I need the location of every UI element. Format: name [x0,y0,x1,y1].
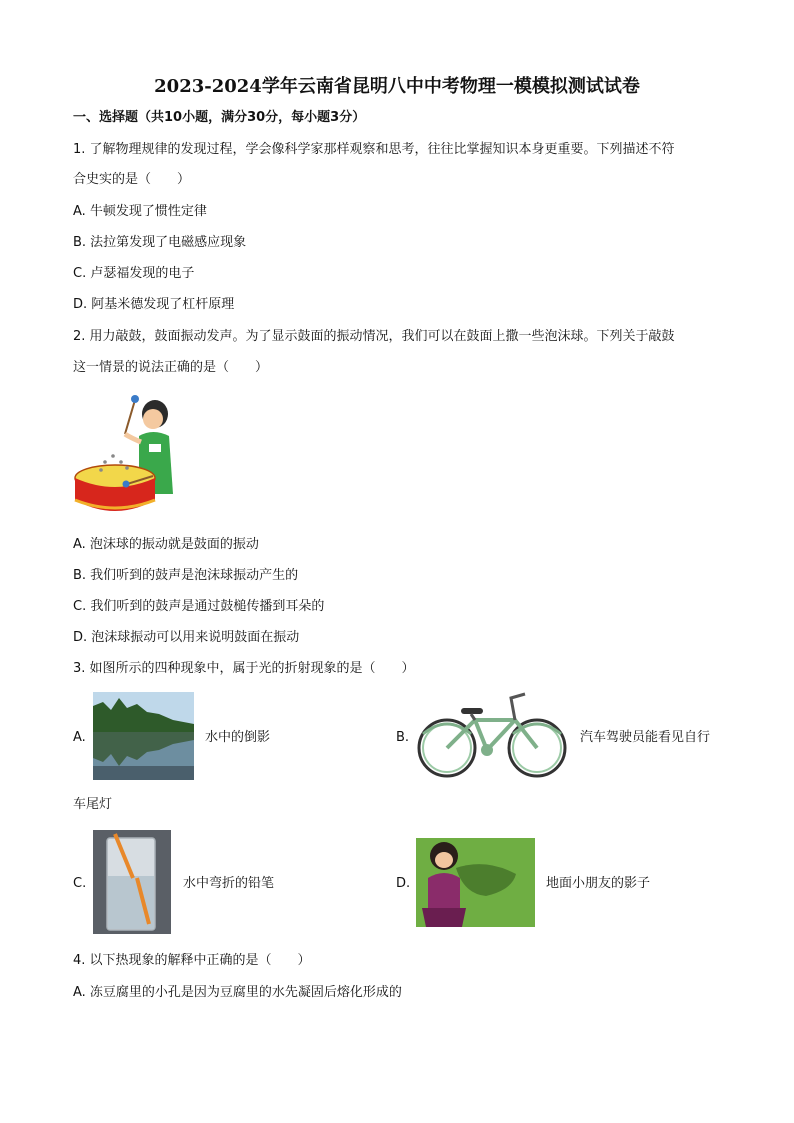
q1-stem-line1: 1. 了解物理规律的发现过程，学会像科学家那样观察和思考，往往比掌握知识本身更重要。下列描述不符 [73,142,675,157]
q2-option-a: A. 泡沫球的振动就是鼓面的振动 [73,537,259,552]
child-shadow-photo [416,838,535,927]
q3-option-d-text: 地面小朋友的影子 [546,876,651,891]
q3-option-c-label: C. [73,876,87,891]
q2-option-b: B. 我们听到的鼓声是泡沫球振动产生的 [73,568,299,583]
q3-stem: 3. 如图所示的四种现象中，属于光的折射现象的是（ ） [73,661,415,676]
q2-option-d: D. 泡沫球振动可以用来说明鼓面在振动 [73,630,300,645]
q1-stem-line2: 合史实的是（ ） [73,172,191,187]
q3-option-a-label: A. [73,730,86,745]
drum-boy-illustration [73,392,183,522]
q4-stem: 4. 以下热现象的解释中正确的是（ ） [73,953,311,968]
q1-option-b: B. 法拉第发现了电磁感应现象 [73,235,247,250]
q2-option-c: C. 我们听到的鼓声是通过鼓槌传播到耳朵的 [73,599,325,614]
q3-option-a-text: 水中的倒影 [205,730,271,745]
q3-option-b-label: B. [396,730,410,745]
pencil-in-water-photo [93,830,171,934]
q1-option-c: C. 卢瑟福发现的电子 [73,266,195,281]
q1-option-a: A. 牛顿发现了惯性定律 [73,204,207,219]
q3-option-b-text-cont: 车尾灯 [73,797,113,812]
q1-option-d: D. 阿基米德发现了杠杆原理 [73,297,235,312]
page-title: 2023-2024学年云南省昆明八中中考物理一模模拟测试试卷 [154,76,640,97]
q2-stem-line1: 2. 用力敲鼓，鼓面振动发声。为了显示鼓面的振动情况，我们可以在鼓面上撒一些泡沫球。下列关于敲鼓 [73,329,675,344]
q3-option-b-text: 汽车驾驶员能看见自行 [580,730,711,745]
section-heading: 一、选择题（共10小题，满分30分，每小题3分） [73,110,366,125]
q3-option-d-label: D. [396,876,411,891]
q2-stem-line2: 这一情景的说法正确的是（ ） [73,360,269,375]
q4-option-a: A. 冻豆腐里的小孔是因为豆腐里的水先凝固后熔化形成的 [73,985,402,1000]
q3-option-c-text: 水中弯折的铅笔 [183,876,275,891]
bicycle-illustration [415,690,570,780]
lake-reflection-photo [93,692,194,780]
